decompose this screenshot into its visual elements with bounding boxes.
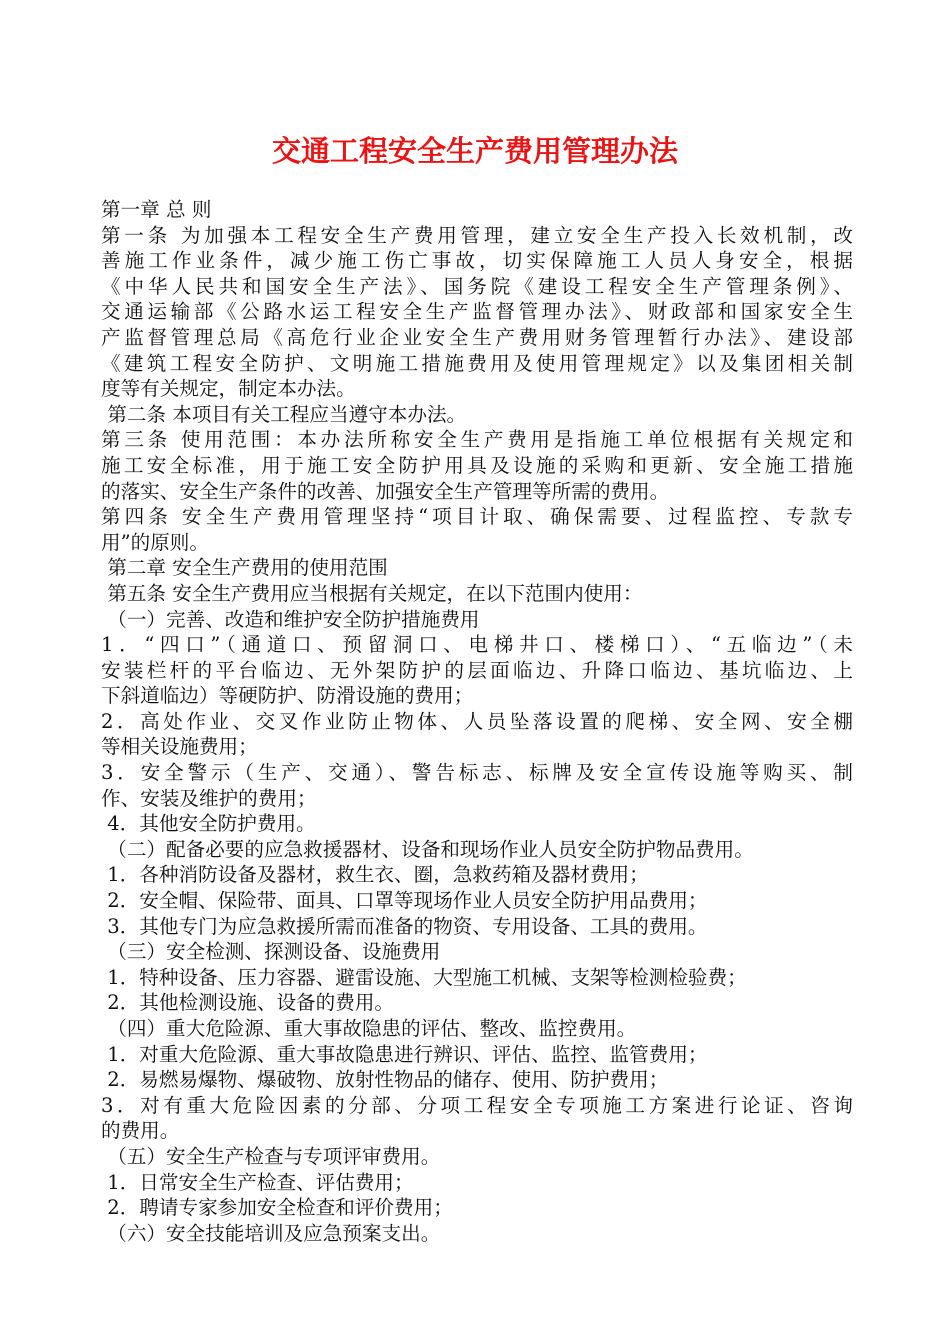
text-line: 第二章 安全生产费用的使用范围 [101, 556, 388, 580]
text-line: 下斜道临边）等硬防护、防滑设施的费用； [101, 684, 474, 708]
text-line: 2．其他检测设施、设备的费用。 [101, 991, 395, 1015]
text-line: 第一章 总 则 [101, 198, 212, 221]
text-line: （三）安全检测、探测设备、设施费用 [101, 940, 441, 964]
text-line: 第二条 本项目有关工程应当遵守本办法。 [101, 402, 467, 426]
text-line: 3．对有重大危险因素的分部、分项工程安全专项施工方案进行论证、咨询 [101, 1093, 853, 1117]
text-line: 第一条 为加强本工程安全生产费用管理，建立安全生产投入长效机制，改 [101, 223, 853, 247]
text-line: 《中华人民共和国安全生产法》、国务院《建设工程安全生产管理条例》、 [101, 274, 853, 298]
text-line: （一）完善、改造和维护安全防护措施费用 [101, 607, 480, 631]
text-line: 4．其他安全防护费用。 [101, 812, 316, 836]
text-line: 1．各种消防设备及器材，救生衣、圈，急救药箱及器材费用； [101, 863, 649, 887]
text-line: 第五条 安全生产费用应当根据有关规定，在以下范围内使用： [101, 581, 643, 605]
text-line: 1．对重大危险源、重大事故隐患进行辨识、评估、监控、监管费用； [101, 1042, 708, 1066]
text-line: 的费用。 [101, 1119, 180, 1143]
text-line: 《建筑工程安全防护、文明施工措施费用及使用管理规定》以及集团相关制 [101, 351, 853, 375]
text-line: 2．易燃易爆物、爆破物、放射性物品的储存、使用、防护费用； [101, 1068, 669, 1092]
text-line: 2．高处作业、交叉作业防止物体、人员坠落设置的爬梯、安全网、安全棚 [101, 709, 853, 733]
text-line: 作、安装及维护的费用； [101, 786, 317, 810]
text-line: 交通运输部《公路水运工程安全生产监督管理办法》、财政部和国家安全生 [101, 300, 853, 324]
text-line: 善施工作业条件，减少施工伤亡事故，切实保障施工人员人身安全，根据 [101, 249, 853, 273]
text-line: 用”的原则。 [101, 530, 209, 554]
text-line: 第三条 使用范围：本办法所称安全生产费用是指施工单位根据有关规定和 [101, 428, 853, 452]
text-line: 的落实、安全生产条件的改善、加强安全生产管理等所需的费用。 [101, 479, 670, 503]
text-line: （二）配备必要的应急救援器材、设备和现场作业人员安全防护物品费用。 [101, 837, 754, 861]
text-line: 施工安全标准，用于施工安全防护用具及设施的采购和更新、安全施工措施 [101, 453, 853, 477]
text-line: （六）安全技能培训及应急预案支出。 [101, 1221, 441, 1245]
text-line: 1．日常安全生产检查、评估费用； [101, 1170, 414, 1194]
text-line: 产监督管理总局《高危行业企业安全生产费用财务管理暂行办法》、建设部 [101, 325, 853, 349]
text-line: 1．“四口”（通道口、预留洞口、电梯井口、楼梯口）、“五临边”（未 [101, 633, 853, 657]
text-line: （四）重大危险源、重大事故隐患的评估、整改、监控费用。 [101, 1017, 637, 1040]
text-line: 等相关设施费用； [101, 735, 258, 759]
text-line: 安装栏杆的平台临边、无外架防护的层面临边、升降口临边、基坑临边、上 [101, 658, 853, 682]
text-line: 3．安全警示（生产、交通）、警告标志、标牌及安全宣传设施等购买、制 [101, 761, 853, 785]
text-line: 2．安全帽、保险带、面具、口罩等现场作业人员安全防护用品费用； [101, 889, 708, 913]
document-body [101, 197, 853, 1246]
text-line: 1．特种设备、压力容器、避雷设施、大型施工机械、支架等检测检验费； [101, 965, 747, 989]
text-line: 第四条 安全生产费用管理坚持“项目计取、确保需要、过程监控、专款专 [101, 505, 853, 529]
text-line: 2．聘请专家参加安全检查和评价费用； [101, 1196, 453, 1220]
text-line: （五）安全生产检查与专项评审费用。 [101, 1144, 441, 1168]
text-line: 度等有关规定，制定本办法。 [101, 377, 356, 401]
document-title: 交通工程安全生产费用管理办法 [271, 134, 678, 168]
text-line: 3．其他专门为应急救援所需而准备的物资、专用设备、工具的费用。 [101, 914, 708, 938]
